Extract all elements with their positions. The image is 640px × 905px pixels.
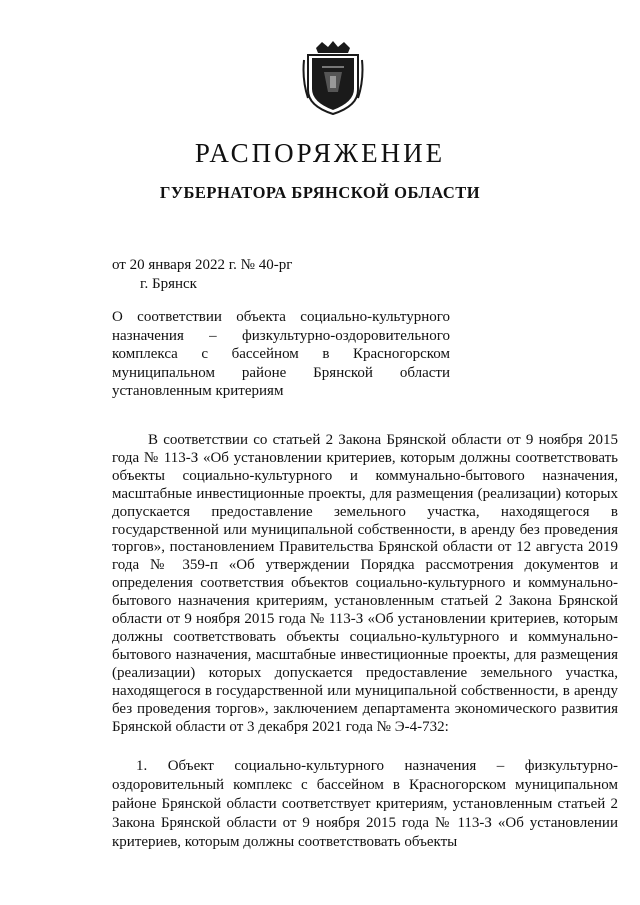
body-paragraph: В соответствии со статьей 2 Закона Брянской области от 9 ноября 2015 года № 113-З «Об установлении критериев, которым должны соответствовать объекты социально-культурного и коммунально-бытового назначения, масштабные инвестиционные проекты, для размещения (реализации) которых допускается предоставление земельного участка, находящегося в государственной или муниципальной собственности, в аренду без проведения торгов», постановлением Правительства Брянской области от 12 августа 2019 года № 359-п «Об утверждении Порядка рассмотрения документов и определения соответствия объектов социально-культурного и коммунально-бытового назначения критериям, установленным статьей 2 Закона Брянской области от 9 ноября 2015 года № 113-З «Об установлении критериев, которым должны соответствовать объекты социально-культурного и коммунально-бытового назначения, масштабные инвестиционные проекты, для размещения (реализации) которых допускается предоставление земельного участка, находящегося в государственной или муниципальной собственности, в аренду без проведения торгов», заключением департамента экономического развития Брянской области от 3 декабря 2021 года № Э-4-732: (112, 432, 618, 735)
page-title: РАСПОРЯЖЕНИЕ (194, 138, 446, 168)
coat-of-arms-icon (302, 40, 364, 116)
document-city: г. Брянск (140, 276, 197, 292)
point-1-paragraph: 1. Объект социально-культурного назначения – физкультурно-оздоровительный комплекс с бассейном в Красногорском муниципальном районе Брянской области соответствует критериям, установленным статьей 2 Закона Брянской области от 9 ноября 2015 года № 113-З «Об установлении критериев, которым должны соответствовать объекты (112, 758, 618, 850)
document-date-number: от 20 января 2022 г. № 40-рг (112, 257, 293, 273)
issuer-title: ГУБЕРНАТОРА БРЯНСКОЙ ОБЛАСТИ (159, 183, 481, 202)
document-subject: О соответствии объекта социально-культурного назначения – физкультурно-оздоровительного комплекса с бассейном в Красногорском муниципальном районе Брянской области установленным критериям (112, 309, 450, 399)
